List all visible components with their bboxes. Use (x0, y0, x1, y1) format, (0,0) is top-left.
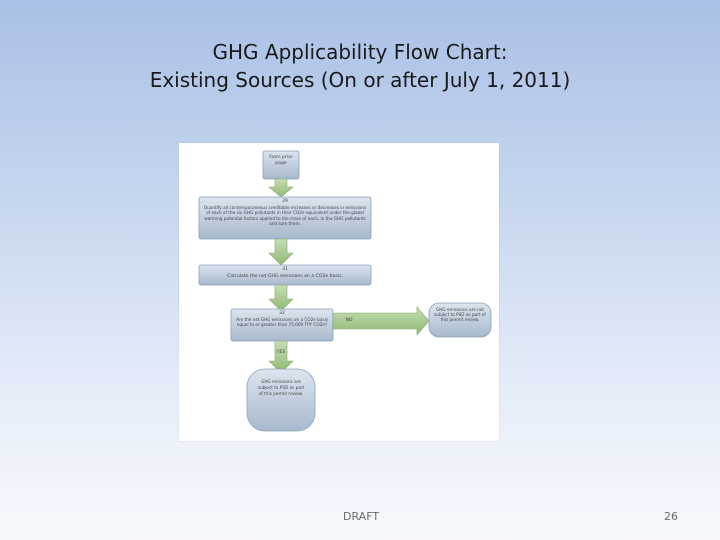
arrow-down-1 (269, 179, 293, 197)
step29-number: 29 (282, 199, 288, 204)
page-number: 26 (664, 510, 678, 523)
step32-number: 32 (279, 311, 285, 316)
step31-text: Calculate the net GHG emissions on a CO2e basis. (227, 274, 343, 279)
flowchart-graphic (179, 143, 499, 441)
title-line-1: GHG Applicability Flow Chart: (212, 40, 508, 64)
slide-title (0, 38, 720, 94)
arrow-down-2 (269, 239, 293, 265)
step29-text: Quantify all contemporaneous creditable increases or decreases in emissions of each of the six GHG pollutants in their CO2e equivalent under the global warming potential factors applied to the mass of each, in the GHG pollutants and sum them. (203, 205, 367, 227)
end-no-text: GHG emissions are not subject to PSD as part of this permit review. (434, 307, 486, 323)
flowchart-image (179, 143, 499, 441)
yes-label: YES (276, 350, 286, 355)
end-yes-text: GHG emissions are subject to PSD as part of this permit review. (257, 379, 305, 396)
no-label: NO (345, 318, 353, 323)
arrow-down-yes (269, 341, 293, 373)
footer-draft: DRAFT (343, 510, 380, 523)
arrow-down-3 (269, 285, 293, 311)
step31-number: 31 (282, 267, 288, 272)
start-node-text: From prior page (269, 155, 293, 166)
step32-text: Are the net GHG emissions on a CO2e basis equal to or greater than 75,000 TPY CO2e? (236, 317, 328, 328)
title-line-2: Existing Sources (On or after July 1, 2011) (149, 68, 571, 92)
